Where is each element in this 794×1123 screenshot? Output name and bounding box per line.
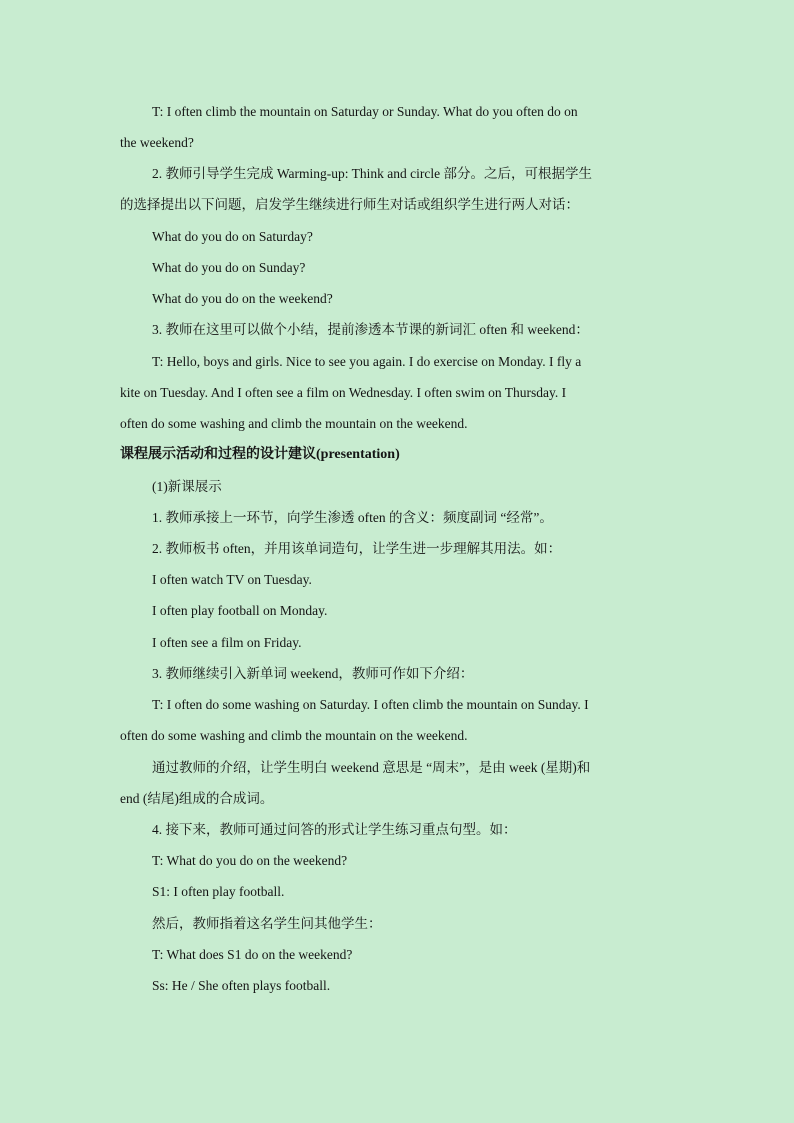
line-23: end (结尾)组成的合成词。 [120,791,274,806]
line-25: T: What do you do on the weekend? [152,853,348,868]
line-16: I often watch TV on Tuesday. [152,572,312,587]
line-9: T: Hello, boys and girls. Nice to see you again. I do exercise on Monday. I fly a [152,354,582,369]
line-5: What do you do on Saturday? [152,229,313,244]
line-27: 然后，教师指着这名学生问其他学生： [152,916,382,931]
line-29: Ss: He / She often plays football. [152,978,331,993]
line-21: often do some washing and climb the mountain on the weekend. [120,728,468,743]
line-10: kite on Tuesday. And I often see a film on Wednesday. I often swim on Thursday. I [120,385,567,400]
line-18: I often see a film on Friday. [152,635,302,650]
section-heading: 课程展示活动和过程的设计建议(presentation) [120,447,400,462]
line-17: I often play football on Monday. [152,603,328,618]
line-22: 通过教师的介绍，让学生明白 weekend 意思是 “周末”，是由 week (星期)和 [152,760,591,775]
line-8: 3. 教师在这里可以做个小结，提前渗透本节课的新词汇 often 和 weekend： [152,322,589,337]
line-4: 的选择提出以下问题，启发学生继续进行师生对话或组织学生进行两人对话： [120,197,579,212]
line-14: 1. 教师承接上一环节，向学生渗透 often 的含义：频度副词 “经常”。 [152,510,553,525]
line-28: T: What does S1 do on the weekend? [152,947,353,962]
line-24: 4. 接下来，教师可通过问答的形式让学生练习重点句型。如： [152,822,517,837]
line-7: What do you do on the weekend? [152,291,333,306]
line-1: T: I often climb the mountain on Saturday or Sunday. What do you often do on [152,104,578,119]
line-13: (1)新课展示 [152,479,222,494]
line-6: What do you do on Sunday? [152,260,306,275]
line-26: S1: I often play football. [152,884,285,899]
line-3: 2. 教师引导学生完成 Warming-up: Think and circle 部分。之后，可根据学生 [152,166,592,181]
line-2: the weekend? [120,135,194,150]
line-15: 2. 教师板书 often，并用该单词造句，让学生进一步理解其用法。如： [152,541,562,556]
line-20: T: I often do some washing on Saturday. I often climb the mountain on Sunday. I [152,697,589,712]
line-19: 3. 教师继续引入新单词 weekend，教师可作如下介绍： [152,666,474,681]
line-11: often do some washing and climb the mountain on the weekend. [120,416,468,431]
